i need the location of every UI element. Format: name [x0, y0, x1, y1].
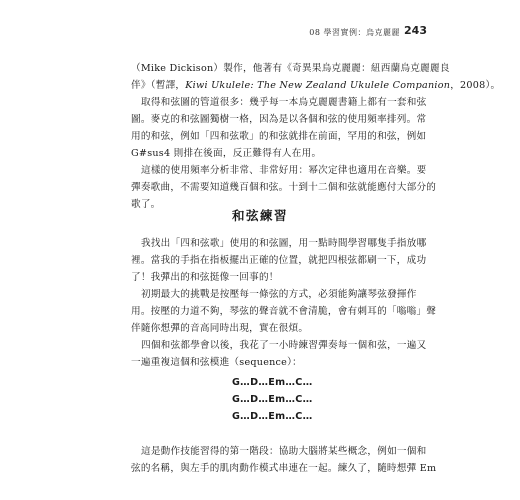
running-head: 08 學習實例：烏克麗麗 — [309, 28, 400, 37]
paragraph-four-chords — [131, 235, 427, 286]
paragraph-pressing-strings — [131, 286, 437, 337]
text-span: 伴》（暫譯， — [131, 80, 186, 91]
text-line: 裡。當我的手指在指板擺出正確的位置，就把四根弦都刷一下，成功 — [131, 255, 427, 266]
section-heading: 和弦練習 — [231, 208, 288, 223]
intro-paragraph — [131, 60, 501, 94]
text-line: 這是動作技能習得的第一階段：協助大腦將某些概念，例如一個和 — [141, 446, 427, 457]
text-line: 我找出「四和弦歌」使用的和弦圖，用一點時間學習哪隻手指放哪 — [141, 238, 427, 249]
text-line: 伴隨你想彈的音高同時出現，實在很煩。 — [131, 323, 309, 334]
paragraph-motor-skill — [131, 443, 437, 477]
text-line: G#sus4 則排在後面，反正難得有人在用。 — [131, 148, 322, 159]
text-line: （Mike Dickison）製作，他著有《奇異果烏克麗麗：紐西蘭烏克麗麗良 — [131, 63, 450, 74]
text-line: 歌了。 — [131, 199, 161, 210]
text-line: 這樣的使用頻率分析非常、非常好用：幂次定律也適用在音樂。要 — [141, 165, 427, 176]
text-line: 取得和弦圖的管道很多：幾乎每一本烏克麗麗書籍上都有一套和弦 — [141, 97, 427, 108]
book-title-italic: Kiwi Ukulele: The New Zealand Ukulele Companion — [185, 80, 451, 91]
paragraph-chord-charts — [131, 94, 427, 162]
text-line: 初期最大的挑戰是按壓每一條弦的方式，必須能夠讓琴弦發揮作 — [141, 289, 417, 300]
text-span: ，2008）。 — [450, 80, 501, 91]
text-line: 用。按壓的力道不夠，琴弦的聲音就不會清脆，會有刺耳的「嗡嗡」聲 — [131, 306, 437, 317]
text-line: 弦的名稱，與左手的肌肉動作模式串連在一起。練久了，隨時想彈 Em — [131, 463, 437, 474]
chord-progression-line: G…D…Em…C… — [232, 394, 313, 405]
text-line: 四個和弦都學會以後，我花了一小時練習彈奏每一個和弦，一遍又 — [141, 340, 427, 351]
text-line — [131, 77, 501, 94]
chord-progression-line: G…D…Em…C… — [232, 377, 313, 388]
text-line: 彈奏歌曲，不需要知道幾百個和弦。十到十二個和弦就能應付大部分的 — [131, 182, 437, 193]
text-line: 一遍重複這個和弦模進（sequence）： — [131, 357, 302, 368]
text-line: 圖。麥克的和弦圖獨樹一格，因為是以各個和弦的使用頻率排列。常 — [131, 114, 427, 125]
paragraph-practice — [131, 337, 427, 371]
text-line: 了！我彈出的和弦挺像一回事的！ — [131, 272, 279, 283]
text-line: 用的和弦，例如「四和弦歌」的和弦就排在前面，罕用的和弦，例如 — [131, 131, 427, 142]
page-number: 243 — [404, 24, 427, 37]
chord-progression-line: G…D…Em…C… — [232, 411, 313, 422]
